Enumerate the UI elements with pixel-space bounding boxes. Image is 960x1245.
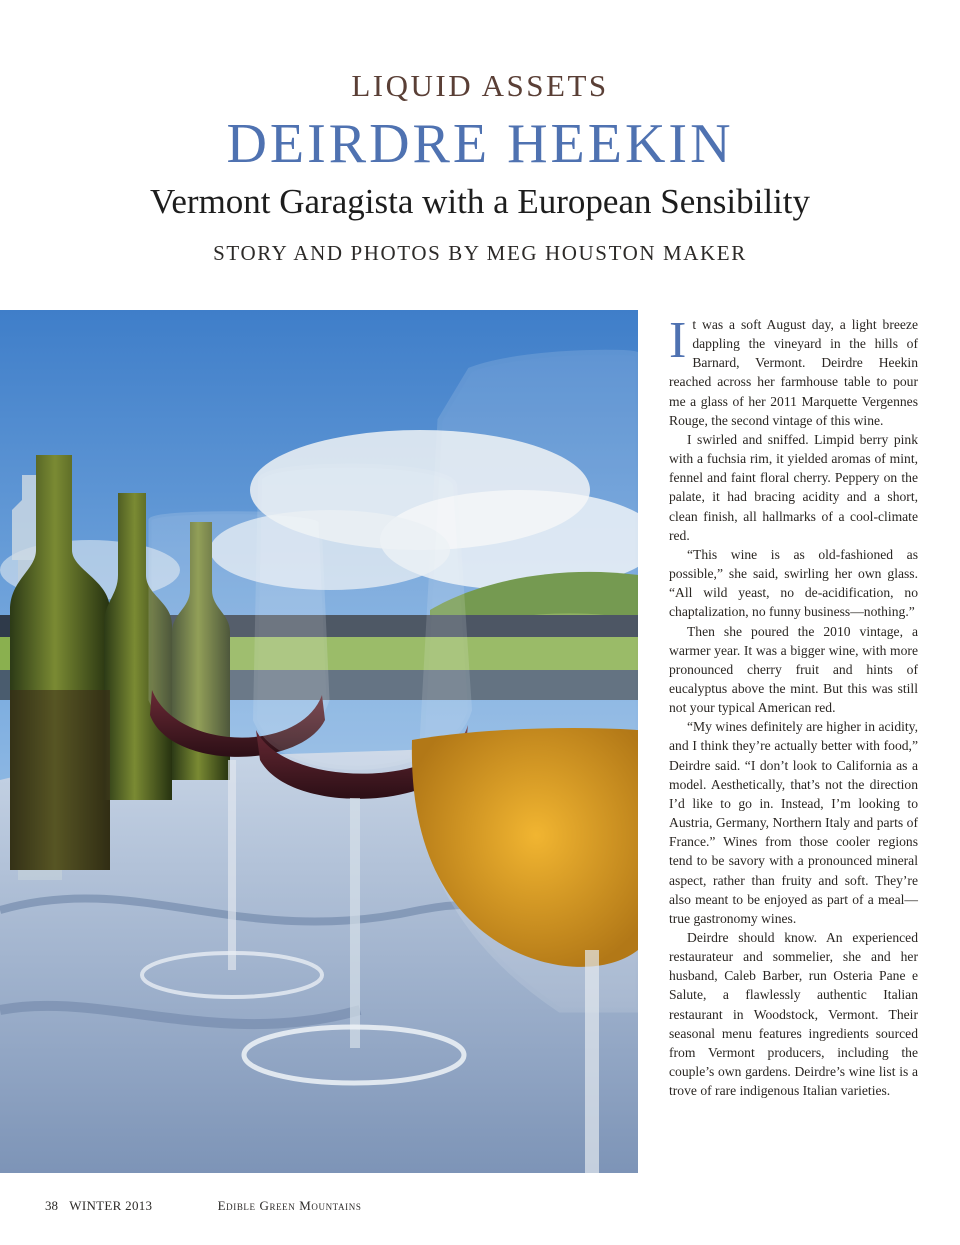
section-kicker: LIQUID ASSETS [351,68,609,103]
paragraph-2: I swirled and sniffed. Limpid berry pink with a fuchsia rim, it yielded aromas of mint, fennel and faint floral cherry. Peppery on the palate, it had bracing acidity and a short, clean finish, all hallmarks of a cool-climate red. [669,431,918,543]
paragraph-3: “This wine is as old-fashioned as possible,” she said, swirling her own glass. “All wild yeast, no de-acidification, no chaptalization, no funny business—nothing.” [669,546,918,620]
wine-glasses-photo [0,310,638,1173]
issue-label: WINTER 2013 [69,1198,153,1213]
page-number: 38 [45,1198,58,1213]
paragraph-1 [669,312,918,430]
drop-cap: I [669,312,687,369]
magazine-name: Edible Green Mountains [217,1198,362,1213]
paragraph-5: “My wines definitely are higher in acidity, and I think they’re actually better with food,” Deirdre said. “I don’t look to California as a model. Aesthetically, that’s not the direction I’d like to go in. Instead, I’m looking to Austria, Germany, Northern Italy and parts of France.” Wines from those cooler regions tend to be savory with a pronounced mineral aspect, rather than fruity and soft. They’re also meant to be enjoyed as part of a meal—true gastronomy wines. [669,719,918,926]
page-footer [45,1198,361,1214]
article-deck: Vermont Garagista with a European Sensibility [150,182,810,221]
paragraph-1-text: t was a soft August day, a light breeze dappling the vineyard in the hills of Barnard, Vermont. Deirdre Heekin reached across her farmhouse table to pour me a glass of her 2011 Marquette Vergennes Rouge, the second vintage of this wine. [669,317,918,428]
article-body [669,312,918,1100]
article-headline: DEIRDRE HEEKIN [226,113,734,175]
paragraph-6: Deirdre should know. An experienced restaurateur and sommelier, she and her husband, Caleb Barber, run Osteria Pane e Salute, a flawlessly authentic Italian restaurant in Woodstock, Vermont. Their seasonal menu features ingredients sourced from Vermont producers, including the couple’s own gardens. Deirdre’s wine list is a trove of rare indigenous Italian varieties. [669,930,918,1099]
article-byline: STORY AND PHOTOS BY MEG HOUSTON MAKER [213,241,747,265]
paragraph-4: Then she poured the 2010 vintage, a warmer year. It was a bigger wine, with more pronounced cherry fruit and hints of eucalyptus above the mint. But this was still not your typical American red. [669,623,918,716]
